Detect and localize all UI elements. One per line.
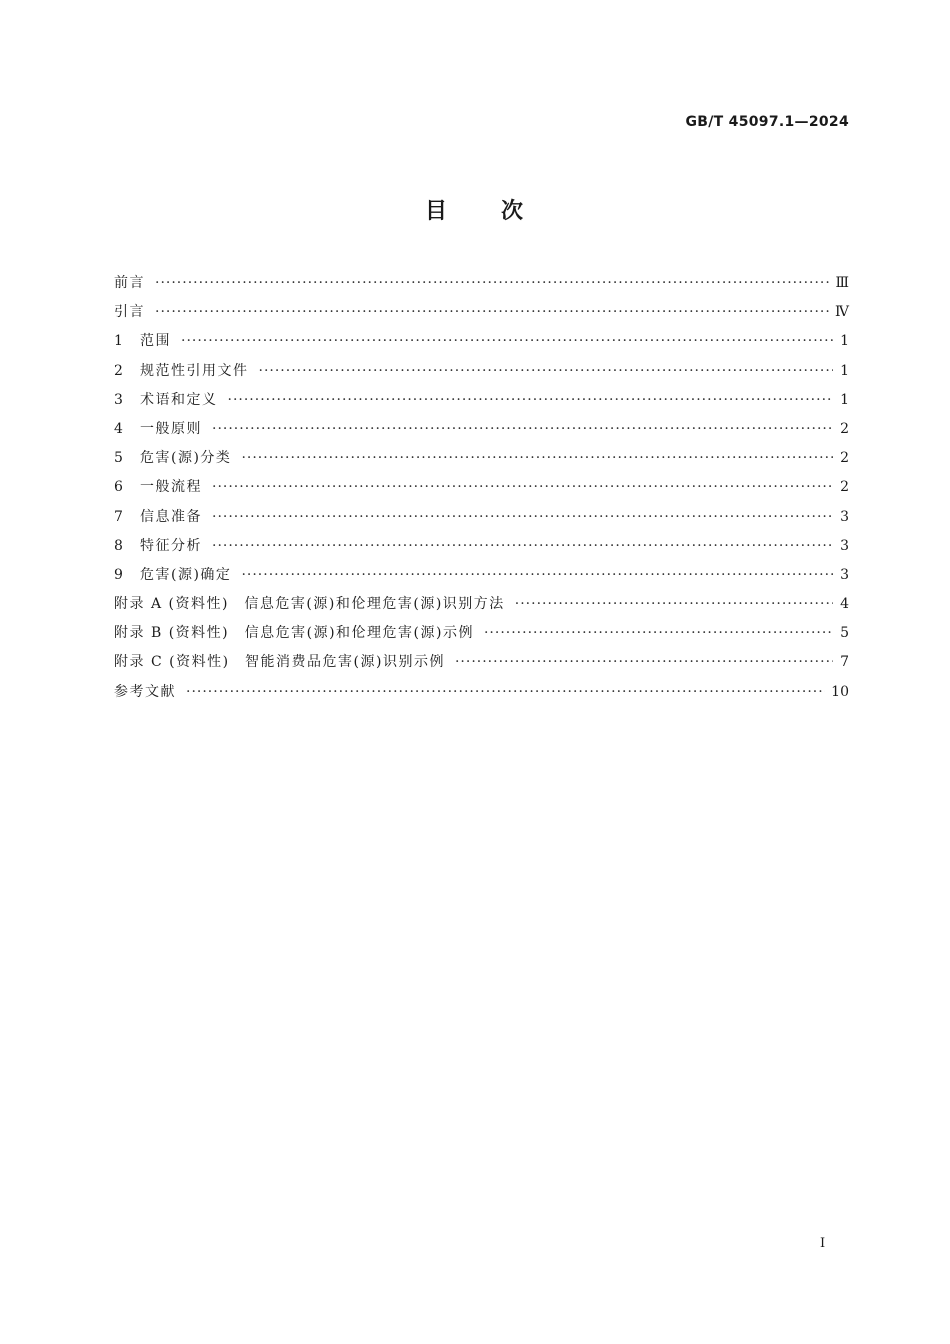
toc-entry-number: 6 bbox=[114, 479, 123, 496]
toc-page-number: Ⅲ bbox=[835, 275, 849, 291]
toc-leader-dots bbox=[186, 684, 825, 700]
title-char-1: 目 bbox=[424, 199, 449, 224]
toc-entry-label: 危害(源)分类 bbox=[140, 450, 232, 467]
toc-leader-dots bbox=[212, 479, 833, 495]
toc-entry-foreword[interactable] bbox=[114, 272, 849, 301]
toc-entry-number: 3 bbox=[114, 391, 123, 408]
toc-page-number: 5 bbox=[840, 625, 849, 642]
toc-page-number: 3 bbox=[840, 537, 849, 554]
toc-page-number: 3 bbox=[840, 508, 849, 525]
toc-page-number: 1 bbox=[840, 333, 849, 350]
toc-leader-dots bbox=[212, 538, 833, 554]
toc-entry-label: 附录 B (资料性) 信息危害(源)和伦理危害(源)示例 bbox=[114, 625, 474, 642]
toc-entry-number: 7 bbox=[114, 508, 123, 525]
toc-leader-dots bbox=[181, 333, 833, 349]
standard-code: GB/T 45097.1—2024 bbox=[685, 114, 849, 130]
toc-entry-normative-references[interactable] bbox=[114, 360, 849, 389]
toc-entry-number: 1 bbox=[114, 333, 123, 350]
toc-entry-annex-a[interactable] bbox=[114, 593, 849, 622]
toc-leader-dots bbox=[212, 509, 833, 525]
toc-entry-label: 特征分析 bbox=[140, 537, 202, 554]
toc-entry-introduction[interactable] bbox=[114, 301, 849, 330]
toc-leader-dots bbox=[484, 625, 833, 641]
toc-entry-number: 2 bbox=[114, 362, 123, 379]
toc-entry-terms-definitions[interactable] bbox=[114, 389, 849, 418]
toc-entry-label: 一般原则 bbox=[140, 420, 202, 437]
toc-page-number: 1 bbox=[840, 362, 849, 379]
toc-entry-label: 危害(源)确定 bbox=[140, 566, 232, 583]
toc-leader-dots bbox=[259, 363, 834, 379]
toc-page-number: 1 bbox=[840, 391, 849, 408]
toc-entry-number: 5 bbox=[114, 450, 123, 467]
toc-page-number: 3 bbox=[840, 566, 849, 583]
toc-entry-number: 9 bbox=[114, 566, 123, 583]
toc-page-number: Ⅳ bbox=[835, 304, 849, 321]
toc-entry-number: 8 bbox=[114, 537, 123, 554]
toc-leader-dots bbox=[155, 275, 829, 291]
toc-entry-general-principles[interactable] bbox=[114, 418, 849, 447]
toc-leader-dots bbox=[212, 421, 833, 437]
toc-leader-dots bbox=[455, 654, 833, 670]
toc-leader-dots bbox=[228, 392, 834, 408]
page-title bbox=[0, 194, 950, 225]
toc-entry-label: 术语和定义 bbox=[140, 391, 218, 408]
toc-entry-feature-analysis[interactable] bbox=[114, 535, 849, 564]
toc-entry-scope[interactable] bbox=[114, 330, 849, 359]
toc-entry-label: 参考文献 bbox=[114, 683, 176, 700]
toc-entry-label: 前言 bbox=[114, 275, 145, 291]
toc-leader-dots bbox=[241, 450, 833, 466]
toc-leader-dots bbox=[241, 567, 833, 583]
toc-page-number: 2 bbox=[840, 479, 849, 496]
toc-entry-label: 规范性引用文件 bbox=[140, 362, 249, 379]
toc-entry-label: 附录 C (资料性) 智能消费品危害(源)识别示例 bbox=[114, 654, 445, 671]
toc-entry-label: 一般流程 bbox=[140, 479, 202, 496]
toc-page-number: 2 bbox=[840, 420, 849, 437]
toc-entry-number: 4 bbox=[114, 420, 123, 437]
toc-page-number: 2 bbox=[840, 450, 849, 467]
toc-entry-label: 附录 A (资料性) 信息危害(源)和伦理危害(源)识别方法 bbox=[114, 596, 505, 613]
toc-leader-dots bbox=[515, 596, 833, 612]
toc-page-number: 7 bbox=[840, 654, 849, 671]
toc-entry-general-process[interactable] bbox=[114, 476, 849, 505]
toc-entry-hazard-determination[interactable] bbox=[114, 564, 849, 593]
toc-entry-hazard-classification[interactable] bbox=[114, 447, 849, 476]
page-number: Ⅰ bbox=[820, 1236, 826, 1251]
toc-entry-information-preparation[interactable] bbox=[114, 506, 849, 535]
toc-entry-annex-b[interactable] bbox=[114, 622, 849, 651]
toc-page-number: 10 bbox=[831, 683, 849, 700]
toc-page-number: 4 bbox=[840, 596, 849, 613]
toc-entry-bibliography[interactable] bbox=[114, 681, 849, 710]
title-char-2: 次 bbox=[501, 199, 526, 224]
toc-entry-label: 引言 bbox=[114, 304, 145, 321]
toc-entry-annex-c[interactable] bbox=[114, 651, 849, 680]
toc-entry-label: 信息准备 bbox=[140, 508, 202, 525]
toc-entry-label: 范围 bbox=[140, 333, 171, 350]
toc-leader-dots bbox=[155, 304, 829, 320]
table-of-contents bbox=[114, 272, 849, 710]
